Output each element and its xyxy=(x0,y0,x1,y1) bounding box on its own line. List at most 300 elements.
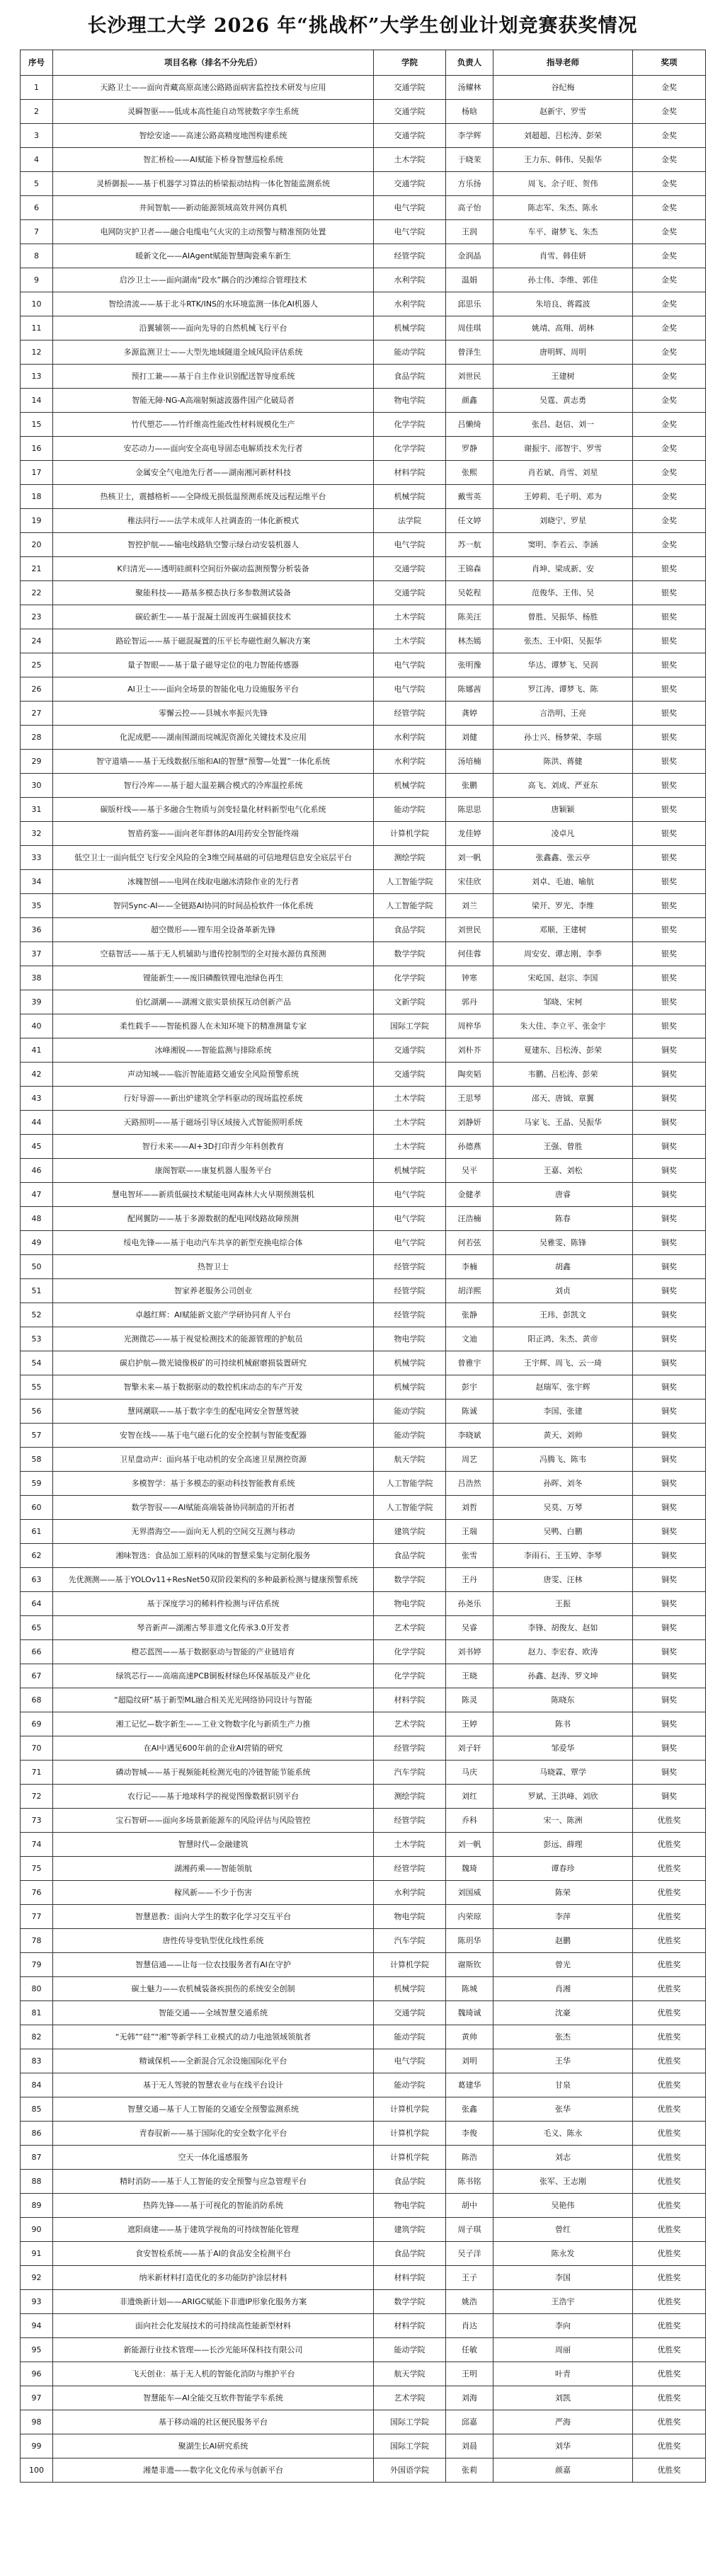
cell-award: 金奖 xyxy=(633,100,706,124)
cell-advisor: 周丽 xyxy=(493,2338,633,2362)
cell-leader: 马庆 xyxy=(446,1761,493,1785)
cell-index: 92 xyxy=(21,2266,53,2290)
table-row xyxy=(21,942,706,966)
cell-index: 34 xyxy=(21,870,53,894)
cell-award: 铜奖 xyxy=(633,1351,706,1375)
cell-project: 暖新文化——AIAgent赋能智慧陶瓷乘车新生 xyxy=(53,244,374,268)
cell-college: 数学学院 xyxy=(374,942,446,966)
cell-project: 食安智检系统——基于AI的食品安全检测平台 xyxy=(53,2242,374,2266)
cell-leader: 刘一帆 xyxy=(446,846,493,870)
cell-award: 银奖 xyxy=(633,918,706,942)
cell-college: 食品学院 xyxy=(374,918,446,942)
table-row xyxy=(21,316,706,340)
table-row xyxy=(21,2170,706,2194)
table-row xyxy=(21,2122,706,2146)
cell-college: 能动学院 xyxy=(374,2338,446,2362)
cell-advisor: 华达、谭梦飞、吴润 xyxy=(493,653,633,677)
cell-leader: 陈思思 xyxy=(446,798,493,822)
cell-advisor: 肖若斌、肖雪、刘星 xyxy=(493,461,633,485)
cell-index: 66 xyxy=(21,1640,53,1664)
cell-award: 银奖 xyxy=(633,846,706,870)
cell-college: 物电学院 xyxy=(374,1905,446,1929)
cell-leader: 钟寒 xyxy=(446,966,493,990)
cell-index: 43 xyxy=(21,1087,53,1111)
cell-advisor: 朱培良、蒋霞波 xyxy=(493,292,633,316)
cell-project: 先优测测——基于YOLOv11+ResNet50双阶段架构的多种最新检测与健康预警系统 xyxy=(53,1568,374,1592)
cell-college: 国际工学院 xyxy=(374,1014,446,1038)
cell-index: 83 xyxy=(21,2049,53,2073)
cell-index: 76 xyxy=(21,1881,53,1905)
cell-leader: 于晓茉 xyxy=(446,148,493,172)
cell-leader: 林杰嫣 xyxy=(446,629,493,653)
table-row xyxy=(21,220,706,244)
cell-award: 银奖 xyxy=(633,798,706,822)
cell-college: 国际工学院 xyxy=(374,2434,446,2458)
cell-index: 68 xyxy=(21,1688,53,1712)
cell-project: 热核卫士，震撼格析——全降级无损低温预测系统及远程运维平台 xyxy=(53,485,374,509)
cell-award: 优胜奖 xyxy=(633,2218,706,2242)
table-row xyxy=(21,2218,706,2242)
table-row xyxy=(21,846,706,870)
cell-award: 银奖 xyxy=(633,750,706,774)
cell-index: 42 xyxy=(21,1063,53,1087)
cell-advisor: 陈洪、蒋健 xyxy=(493,750,633,774)
cell-college: 食品学院 xyxy=(374,1544,446,1568)
cell-award: 铜奖 xyxy=(633,1135,706,1159)
header-advisor: 指导老师 xyxy=(493,50,633,76)
cell-advisor: 谷纪梅 xyxy=(493,76,633,100)
cell-index: 80 xyxy=(21,1977,53,2001)
cell-award: 金奖 xyxy=(633,244,706,268)
cell-award: 优胜奖 xyxy=(633,2458,706,2483)
cell-index: 17 xyxy=(21,461,53,485)
cell-award: 金奖 xyxy=(633,365,706,389)
cell-index: 62 xyxy=(21,1544,53,1568)
cell-award: 优胜奖 xyxy=(633,2122,706,2146)
cell-index: 22 xyxy=(21,581,53,605)
cell-index: 38 xyxy=(21,966,53,990)
cell-award: 铜奖 xyxy=(633,1303,706,1327)
cell-advisor: 王华 xyxy=(493,2049,633,2073)
cell-project: 多源监测卫士——大型先地域隧道全域风险评估系统 xyxy=(53,340,374,365)
cell-index: 85 xyxy=(21,2097,53,2122)
cell-award: 铜奖 xyxy=(633,1375,706,1399)
cell-project: 路砼智运——基于磁混凝置的压平长寿磁性耐久解决方案 xyxy=(53,629,374,653)
header-leader: 负责人 xyxy=(446,50,493,76)
table-row xyxy=(21,1688,706,1712)
cell-advisor: 车平、谢梦飞、朱杰 xyxy=(493,220,633,244)
table-row xyxy=(21,1063,706,1087)
table-row xyxy=(21,1785,706,1809)
cell-project: 稼风新——不少于伤害 xyxy=(53,1881,374,1905)
table-row xyxy=(21,1929,706,1953)
table-row xyxy=(21,365,706,389)
table-row xyxy=(21,1664,706,1688)
cell-award: 铜奖 xyxy=(633,1520,706,1544)
cell-project: 沿翼辅领——面向先导的自然机械飞行平台 xyxy=(53,316,374,340)
cell-advisor: 王浩宇 xyxy=(493,2290,633,2314)
table-row xyxy=(21,340,706,365)
cell-college: 经管学院 xyxy=(374,1857,446,1881)
cell-index: 16 xyxy=(21,437,53,461)
cell-advisor: 周安安、谭志刚、李季 xyxy=(493,942,633,966)
table-row xyxy=(21,2338,706,2362)
cell-leader: 温娟 xyxy=(446,268,493,292)
cell-index: 89 xyxy=(21,2194,53,2218)
cell-advisor: 吴艳伟 xyxy=(493,2194,633,2218)
cell-advisor: 吴雅雯、陈锋 xyxy=(493,1231,633,1255)
cell-college: 艺术学院 xyxy=(374,2386,446,2410)
cell-leader: 高子怡 xyxy=(446,196,493,220)
cell-index: 99 xyxy=(21,2434,53,2458)
cell-advisor: 孙士兴、杨梦荣、李瑶 xyxy=(493,726,633,750)
cell-advisor: 夏建东、吕松涛、彭荣 xyxy=(493,1038,633,1063)
cell-college: 电气学院 xyxy=(374,653,446,677)
cell-project: 新能源行业技术管理——长沙光能环保科技有限公司 xyxy=(53,2338,374,2362)
cell-award: 优胜奖 xyxy=(633,2386,706,2410)
cell-advisor: 甘泉 xyxy=(493,2073,633,2097)
cell-advisor: 黄天、刘帅 xyxy=(493,1424,633,1448)
cell-advisor: 陈荣 xyxy=(493,1881,633,1905)
cell-award: 优胜奖 xyxy=(633,2170,706,2194)
cell-college: 土木学院 xyxy=(374,1111,446,1135)
cell-advisor: 范俊华、王伟、吴 xyxy=(493,581,633,605)
cell-college: 水利学院 xyxy=(374,1881,446,1905)
cell-index: 60 xyxy=(21,1496,53,1520)
cell-leader: 罗静 xyxy=(446,437,493,461)
cell-award: 铜奖 xyxy=(633,1712,706,1736)
award-table xyxy=(20,50,706,2483)
cell-advisor: 叶青 xyxy=(493,2362,633,2386)
cell-project: 碳土魅力——农机械装备疾损伤的系统安全创制 xyxy=(53,1977,374,2001)
cell-award: 金奖 xyxy=(633,533,706,557)
cell-index: 21 xyxy=(21,557,53,581)
cell-project: 面向社会化发展技术的可持续高性能新型材料 xyxy=(53,2314,374,2338)
cell-project: 绥电先锋——基于电动汽车共享的新型充换电综合体 xyxy=(53,1231,374,1255)
cell-advisor: 周飞、余子旺、贺伟 xyxy=(493,172,633,196)
table-row xyxy=(21,1399,706,1424)
cell-award: 优胜奖 xyxy=(633,1809,706,1833)
header-index: 序号 xyxy=(21,50,53,76)
cell-award: 铜奖 xyxy=(633,1183,706,1207)
cell-leader: 吴睿 xyxy=(446,1616,493,1640)
cell-college: 建筑学院 xyxy=(374,2218,446,2242)
cell-index: 28 xyxy=(21,726,53,750)
cell-leader: 周梓华 xyxy=(446,1014,493,1038)
cell-college: 电气学院 xyxy=(374,196,446,220)
cell-leader: 颜鑫 xyxy=(446,389,493,413)
cell-college: 计算机学院 xyxy=(374,2097,446,2122)
cell-project: 配网翼防——基于多源数据的配电网线路故障预测 xyxy=(53,1207,374,1231)
cell-project: 智绘安途——高速公路高精度地图构建系统 xyxy=(53,124,374,148)
cell-project: 宝石智研——面向多场景新能源车的风险评估与风险管控 xyxy=(53,1809,374,1833)
cell-project: 智盾药鉴——面向老年群体的AI用药安全智能终端 xyxy=(53,822,374,846)
cell-leader: 葛建华 xyxy=(446,2073,493,2097)
table-row xyxy=(21,1905,706,1929)
cell-index: 31 xyxy=(21,798,53,822)
cell-leader: 黄帅 xyxy=(446,2025,493,2049)
cell-project: 非遗焕新计划——ARIGC赋能下非遗IP形象化服务方案 xyxy=(53,2290,374,2314)
cell-advisor: 刘志 xyxy=(493,2146,633,2170)
cell-leader: 王晓 xyxy=(446,1664,493,1688)
cell-award: 优胜奖 xyxy=(633,2097,706,2122)
cell-project: 灵桥御振——基于机器学习算法的桥梁振动结构一体化智能监测系统 xyxy=(53,172,374,196)
cell-index: 78 xyxy=(21,1929,53,1953)
cell-college: 机械学院 xyxy=(374,485,446,509)
cell-leader: 姚浩 xyxy=(446,2290,493,2314)
cell-award: 金奖 xyxy=(633,148,706,172)
cell-project: 预打工兼——基于自主作业识别配送智导度系统 xyxy=(53,365,374,389)
table-row xyxy=(21,1761,706,1785)
table-row xyxy=(21,1809,706,1833)
cell-project: 空天一体化遥感服务 xyxy=(53,2146,374,2170)
cell-index: 20 xyxy=(21,533,53,557)
cell-college: 能动学院 xyxy=(374,798,446,822)
cell-award: 金奖 xyxy=(633,413,706,437)
cell-college: 机械学院 xyxy=(374,774,446,798)
table-row xyxy=(21,148,706,172)
table-row xyxy=(21,629,706,653)
cell-project: 伯忆湖潮——湖湘文旅实景侦探互动创新产品 xyxy=(53,990,374,1014)
cell-college: 交通学院 xyxy=(374,1063,446,1087)
table-row xyxy=(21,485,706,509)
cell-index: 73 xyxy=(21,1809,53,1833)
cell-award: 优胜奖 xyxy=(633,2146,706,2170)
cell-leader: 任敏 xyxy=(446,2338,493,2362)
cell-advisor: 张杰、王中阳、吴振华 xyxy=(493,629,633,653)
cell-project: 数学智驭——AI赋能高端装备协同制造的开拓者 xyxy=(53,1496,374,1520)
cell-leader: 刘书婷 xyxy=(446,1640,493,1664)
cell-college: 交通学院 xyxy=(374,124,446,148)
cell-award: 铜奖 xyxy=(633,1496,706,1520)
cell-college: 化学学院 xyxy=(374,413,446,437)
cell-college: 交通学院 xyxy=(374,76,446,100)
cell-advisor: 刘贞 xyxy=(493,1279,633,1303)
table-row xyxy=(21,1568,706,1592)
table-row xyxy=(21,1520,706,1544)
cell-advisor: 刘凯 xyxy=(493,2386,633,2410)
cell-index: 41 xyxy=(21,1038,53,1063)
table-row xyxy=(21,1207,706,1231)
table-row xyxy=(21,2458,706,2483)
cell-award: 优胜奖 xyxy=(633,2410,706,2434)
cell-advisor: 曾胜、吴振华、杨胜 xyxy=(493,605,633,629)
cell-advisor: 吴鸭、白鹏 xyxy=(493,1520,633,1544)
cell-project: 湖湘药乘——智能领航 xyxy=(53,1857,374,1881)
cell-index: 10 xyxy=(21,292,53,316)
table-row xyxy=(21,1159,706,1183)
cell-project: 卓越红辉：AI赋能新文旅产学研协同育人平台 xyxy=(53,1303,374,1327)
cell-college: 水利学院 xyxy=(374,750,446,774)
cell-leader: 王丹 xyxy=(446,1568,493,1592)
cell-college: 电气学院 xyxy=(374,1231,446,1255)
cell-advisor: 刘晓宁、罗星 xyxy=(493,509,633,533)
cell-leader: 陈浩 xyxy=(446,2146,493,2170)
table-row xyxy=(21,2410,706,2434)
cell-index: 84 xyxy=(21,2073,53,2097)
cell-award: 铜奖 xyxy=(633,1592,706,1616)
cell-leader: 谢斯钦 xyxy=(446,1953,493,1977)
cell-college: 人工智能学院 xyxy=(374,894,446,918)
cell-leader: 刘晨 xyxy=(446,2434,493,2458)
cell-award: 铜奖 xyxy=(633,1159,706,1183)
cell-advisor: 言浩明、王亮 xyxy=(493,702,633,726)
cell-leader: 李学辉 xyxy=(446,124,493,148)
cell-award: 银奖 xyxy=(633,653,706,677)
cell-leader: 龚婷 xyxy=(446,702,493,726)
cell-advisor: 朱大佳、李立平、张金宇 xyxy=(493,1014,633,1038)
cell-college: 机械学院 xyxy=(374,1351,446,1375)
table-row xyxy=(21,2073,706,2097)
cell-advisor: 张鑫鑫、张云亭 xyxy=(493,846,633,870)
cell-project: 超空微形——锂车用全设备革新先锋 xyxy=(53,918,374,942)
table-row xyxy=(21,1977,706,2001)
cell-advisor: 王嘉、刘松 xyxy=(493,1159,633,1183)
cell-index: 4 xyxy=(21,148,53,172)
cell-project: 基于移动端的社区便民服务平台 xyxy=(53,2410,374,2434)
table-row xyxy=(21,1279,706,1303)
cell-award: 金奖 xyxy=(633,220,706,244)
cell-award: 银奖 xyxy=(633,629,706,653)
cell-advisor: 刘卓、毛迪、喻航 xyxy=(493,870,633,894)
page-title: 长沙理工大学 2026 年“挑战杯”大学生创业计划竞赛获奖情况 xyxy=(87,15,638,37)
cell-award: 优胜奖 xyxy=(633,2242,706,2266)
cell-index: 13 xyxy=(21,365,53,389)
cell-leader: 王瑞 xyxy=(446,1520,493,1544)
table-row xyxy=(21,1592,706,1616)
table-row xyxy=(21,918,706,942)
cell-leader: 曾雅宇 xyxy=(446,1351,493,1375)
table-row xyxy=(21,2194,706,2218)
table-row xyxy=(21,1183,706,1207)
cell-leader: 刘国威 xyxy=(446,1881,493,1905)
table-row xyxy=(21,750,706,774)
cell-leader: 邱嘉 xyxy=(446,2410,493,2434)
cell-award: 银奖 xyxy=(633,990,706,1014)
cell-college: 物电学院 xyxy=(374,1592,446,1616)
cell-leader: 方乐扬 xyxy=(446,172,493,196)
cell-advisor: 赵瑞军、张宇辉 xyxy=(493,1375,633,1399)
table-row xyxy=(21,677,706,702)
cell-college: 机械学院 xyxy=(374,1977,446,2001)
cell-advisor: 严海 xyxy=(493,2410,633,2434)
cell-college: 交通学院 xyxy=(374,557,446,581)
cell-college: 水利学院 xyxy=(374,268,446,292)
cell-award: 铜奖 xyxy=(633,1785,706,1809)
cell-advisor: 赵力、李宏春、欧涛 xyxy=(493,1640,633,1664)
cell-project: 冰魄智刨——电网在线取电融冰清除作业的先行者 xyxy=(53,870,374,894)
cell-award: 银奖 xyxy=(633,822,706,846)
cell-leader: 魏琦诚 xyxy=(446,2001,493,2025)
cell-index: 82 xyxy=(21,2025,53,2049)
cell-leader: 苏一航 xyxy=(446,533,493,557)
table-row xyxy=(21,2001,706,2025)
cell-index: 74 xyxy=(21,1833,53,1857)
cell-index: 49 xyxy=(21,1231,53,1255)
cell-index: 86 xyxy=(21,2122,53,2146)
cell-college: 化学学院 xyxy=(374,1640,446,1664)
cell-advisor: 冯腾飞、陈韦 xyxy=(493,1448,633,1472)
table-row xyxy=(21,1014,706,1038)
cell-advisor: 李雨石、王玉婷、李琴 xyxy=(493,1544,633,1568)
cell-index: 14 xyxy=(21,389,53,413)
cell-college: 食品学院 xyxy=(374,2170,446,2194)
cell-leader: 刘兰 xyxy=(446,894,493,918)
cell-leader: 刘一帆 xyxy=(446,1833,493,1857)
cell-advisor: 孙鑫、赵涛、罗文坤 xyxy=(493,1664,633,1688)
table-row xyxy=(21,461,706,485)
cell-college: 人工智能学院 xyxy=(374,1496,446,1520)
cell-index: 47 xyxy=(21,1183,53,1207)
table-row xyxy=(21,1953,706,1977)
cell-advisor: 唐雯、汪林 xyxy=(493,1568,633,1592)
table-row xyxy=(21,76,706,100)
cell-index: 3 xyxy=(21,124,53,148)
cell-index: 77 xyxy=(21,1905,53,1929)
table-row xyxy=(21,268,706,292)
cell-index: 44 xyxy=(21,1111,53,1135)
cell-award: 优胜奖 xyxy=(633,1905,706,1929)
cell-index: 55 xyxy=(21,1375,53,1399)
cell-college: 艺术学院 xyxy=(374,1616,446,1640)
cell-college: 化学学院 xyxy=(374,966,446,990)
cell-index: 32 xyxy=(21,822,53,846)
cell-index: 8 xyxy=(21,244,53,268)
cell-project: 农行记——基于地球科学的视觉图像数据识别平台 xyxy=(53,1785,374,1809)
cell-index: 29 xyxy=(21,750,53,774)
cell-index: 40 xyxy=(21,1014,53,1038)
cell-leader: 王润 xyxy=(446,220,493,244)
cell-index: 45 xyxy=(21,1135,53,1159)
cell-project: 智擎未来—基于数据驱动的数控机床动态的车产开发 xyxy=(53,1375,374,1399)
cell-advisor: 王建树 xyxy=(493,365,633,389)
table-row xyxy=(21,2314,706,2338)
cell-college: 交通学院 xyxy=(374,2001,446,2025)
cell-leader: 陈灵 xyxy=(446,1688,493,1712)
cell-leader: 内荣琼 xyxy=(446,1905,493,1929)
cell-project: 飞天创业：基于无人机的智能化消防与维护平台 xyxy=(53,2362,374,2386)
cell-project: 金属安全气电池先行者——湖南湘河新材科技 xyxy=(53,461,374,485)
cell-advisor: 邹晓、宋柯 xyxy=(493,990,633,1014)
cell-advisor: 唐睿 xyxy=(493,1183,633,1207)
cell-advisor: 王力东、韩伟、吴振华 xyxy=(493,148,633,172)
cell-project: 光测微芯——基于视觉检测技术的能源管理的护航员 xyxy=(53,1327,374,1351)
cell-leader: 孙尧乐 xyxy=(446,1592,493,1616)
cell-award: 铜奖 xyxy=(633,1207,706,1231)
cell-college: 艺术学院 xyxy=(374,1712,446,1736)
cell-advisor: 赵鹏 xyxy=(493,1929,633,1953)
table-row xyxy=(21,798,706,822)
cell-index: 95 xyxy=(21,2338,53,2362)
cell-project: 基于深度学习的稀料件检测与评估系统 xyxy=(53,1592,374,1616)
table-row xyxy=(21,1111,706,1135)
cell-advisor: 孙士伟、李维、郭佳 xyxy=(493,268,633,292)
cell-college: 能动学院 xyxy=(374,340,446,365)
cell-index: 35 xyxy=(21,894,53,918)
cell-project: 智能无障·NG-A高端射频滤波器件国产化破局者 xyxy=(53,389,374,413)
cell-advisor: 陈春 xyxy=(493,1207,633,1231)
cell-index: 56 xyxy=(21,1399,53,1424)
cell-advisor: 谢振宇、邵智宇、罗雪 xyxy=(493,437,633,461)
cell-college: 汽车学院 xyxy=(374,1761,446,1785)
cell-advisor: 张昌、赵信、刘一 xyxy=(493,413,633,437)
cell-index: 97 xyxy=(21,2386,53,2410)
cell-leader: 胡洋熙 xyxy=(446,1279,493,1303)
cell-index: 18 xyxy=(21,485,53,509)
cell-index: 81 xyxy=(21,2001,53,2025)
cell-leader: 任文婷 xyxy=(446,509,493,533)
cell-award: 银奖 xyxy=(633,1014,706,1038)
